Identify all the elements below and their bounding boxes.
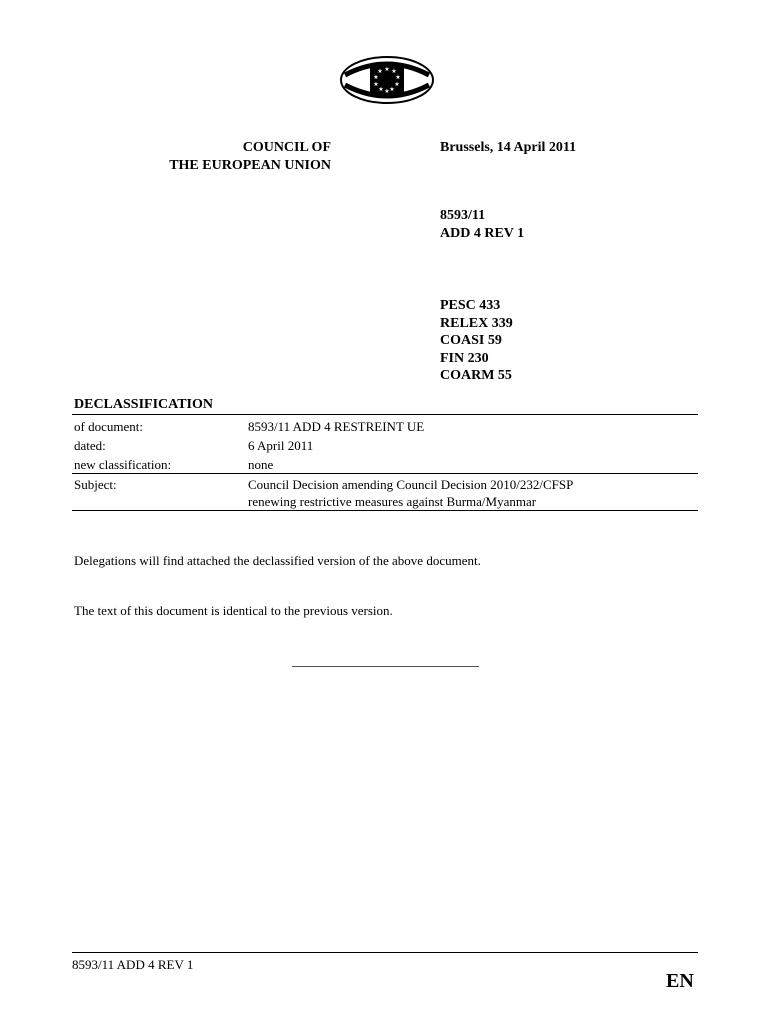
subject-line-2: renewing restrictive measures against Burma/Myanmar xyxy=(248,494,537,509)
body-paragraph: The text of this document is identical to the previous version. xyxy=(74,603,393,618)
field-value-classification: none xyxy=(248,457,274,472)
code-item: COASI 59 xyxy=(440,333,502,348)
body-paragraph: Delegations will find attached the declassified version of the above document. xyxy=(74,553,481,568)
field-label: new classification: xyxy=(74,457,172,472)
reference-addendum: ADD 4 REV 1 xyxy=(440,225,525,241)
footer-reference: 8593/11 ADD 4 REV 1 xyxy=(72,957,194,972)
svg-text:★: ★ xyxy=(378,86,384,93)
code-item: PESC 433 xyxy=(440,298,501,313)
classification-codes xyxy=(440,297,513,385)
subject-line-1: Council Decision amending Council Decision 2010/232/CFSP xyxy=(248,477,574,492)
svg-text:★: ★ xyxy=(377,68,383,75)
document-date: Brussels, 14 April 2011 xyxy=(440,140,577,155)
svg-text:★: ★ xyxy=(373,74,379,81)
divider-line xyxy=(72,510,698,511)
footer-divider xyxy=(72,952,698,953)
svg-text:★: ★ xyxy=(384,66,390,73)
field-value-document: 8593/11 ADD 4 RESTREINT UE xyxy=(248,419,425,434)
divider-line xyxy=(72,473,698,474)
svg-text:★: ★ xyxy=(389,86,395,93)
divider-line xyxy=(72,414,698,415)
svg-text:★: ★ xyxy=(395,74,401,81)
code-item: COARM 55 xyxy=(440,368,512,383)
reference-number: 8593/11 xyxy=(440,208,486,223)
document-reference xyxy=(440,207,524,242)
end-separator xyxy=(292,666,479,667)
svg-text:★: ★ xyxy=(394,81,400,88)
council-emblem-logo xyxy=(339,55,435,105)
issuing-body-line1: COUNCIL OF xyxy=(242,140,331,155)
svg-text:★: ★ xyxy=(391,68,397,75)
language-code: EN xyxy=(666,970,694,992)
svg-text:★: ★ xyxy=(373,81,379,88)
svg-text:★: ★ xyxy=(384,88,390,95)
field-value-dated: 6 April 2011 xyxy=(248,438,314,453)
field-label: of document: xyxy=(74,419,143,434)
issuing-body xyxy=(169,139,331,175)
issuing-body-line2: THE EUROPEAN UNION xyxy=(169,158,331,173)
subject-label: Subject: xyxy=(74,477,117,492)
field-label: dated: xyxy=(74,438,106,453)
code-item: FIN 230 xyxy=(440,350,489,366)
declassification-heading: DECLASSIFICATION xyxy=(74,397,213,412)
code-item: RELEX 339 xyxy=(440,315,513,331)
